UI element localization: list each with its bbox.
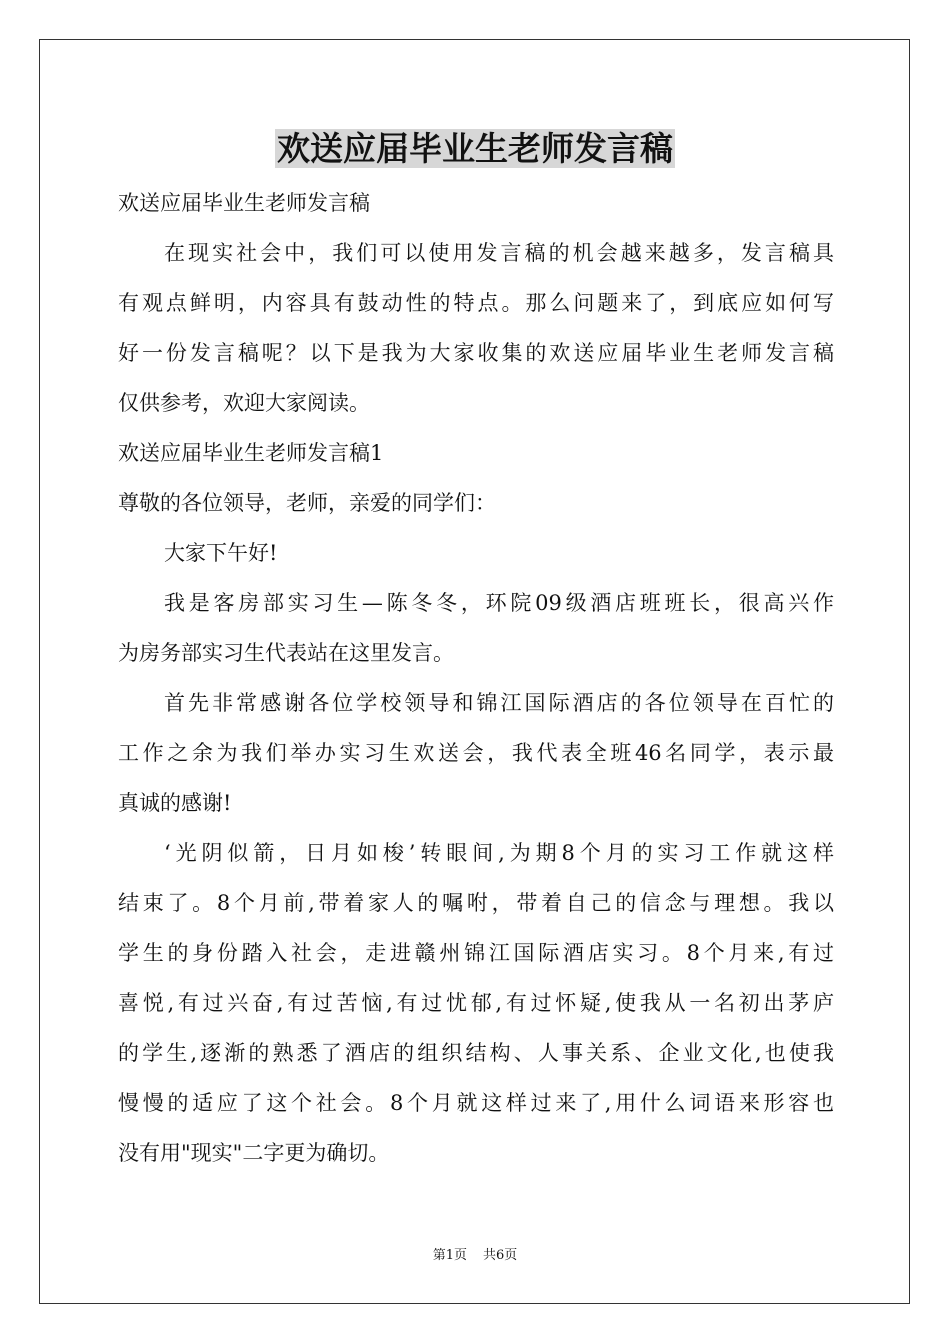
paragraph-line: 喜悦,有过兴奋,有过苦恼,有过忧郁,有过怀疑,使我从一名初出茅庐 (118, 991, 834, 1015)
paragraph-line: 的学生,逐渐的熟悉了酒店的组织结构、人事关系、企业文化,也使我 (118, 1041, 834, 1065)
paragraph-line: 首先非常感谢各位学校领导和锦江国际酒店的各位领导在百忙的 (164, 691, 834, 715)
paragraph-line: 慢慢的适应了这个社会。8个月就这样过来了,用什么词语来形容也 (118, 1091, 834, 1115)
section-heading: 欢送应届毕业生老师发言稿1 (118, 441, 384, 465)
paragraph-line: 没有用"现实"二字更为确切。 (118, 1141, 390, 1165)
paragraph-line: 学生的身份踏入社会，走进赣州锦江国际酒店实习。8个月来,有过 (118, 941, 834, 965)
salutation-line: 尊敬的各位领导，老师，亲爱的同学们： (118, 491, 496, 515)
paragraph-line: ‘光阴似箭，日月如梭’转眼间,为期8个月的实习工作就这样 (164, 841, 834, 865)
page-total: 共6页 (483, 1248, 518, 1263)
paragraph-line: 真诚的感谢! (118, 791, 232, 815)
page-number: 第1页 (432, 1248, 467, 1263)
greeting-line: 大家下午好! (164, 541, 278, 565)
page-footer (0, 1247, 950, 1265)
paragraph-line: 结束了。8个月前,带着家人的嘱咐，带着自己的信念与理想。我以 (118, 891, 834, 915)
paragraph-line: 为房务部实习生代表站在这里发言。 (118, 641, 454, 665)
paragraph-line: 工作之余为我们举办实习生欢送会，我代表全班46名同学，表示最 (118, 741, 834, 765)
document-title-text: 欢送应届毕业生老师发言稿 (277, 129, 673, 168)
document-title (0, 124, 950, 174)
subtitle-line: 欢送应届毕业生老师发言稿 (118, 191, 370, 215)
paragraph-line: 好一份发言稿呢？以下是我为大家收集的欢送应届毕业生老师发言稿 (118, 341, 834, 365)
document-body (118, 178, 834, 1178)
paragraph-line: 仅供参考，欢迎大家阅读。 (118, 391, 370, 415)
paragraph-line: 我是客房部实习生—陈冬冬，环院09级酒店班班长，很高兴作 (164, 591, 834, 615)
paragraph-line: 有观点鲜明，内容具有鼓动性的特点。那么问题来了，到底应如何写 (118, 291, 834, 315)
paragraph-line: 在现实社会中，我们可以使用发言稿的机会越来越多，发言稿具 (164, 241, 834, 265)
